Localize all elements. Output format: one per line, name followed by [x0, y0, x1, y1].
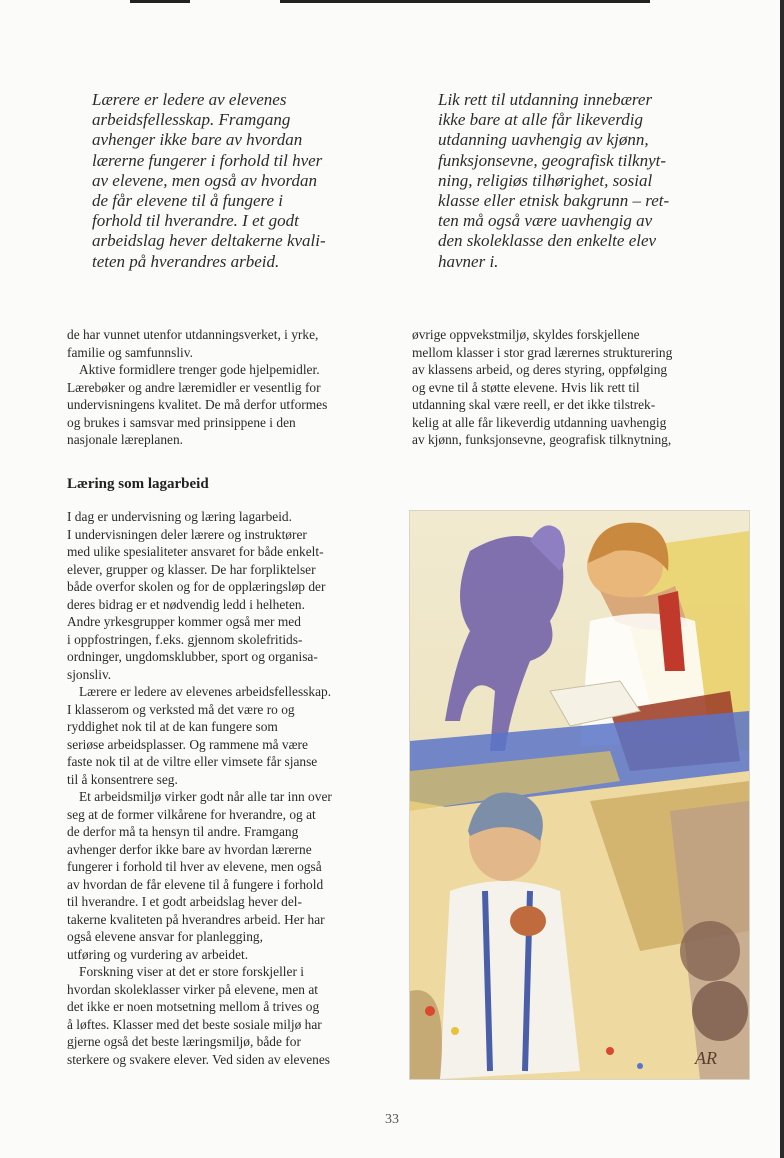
text-line: mellom klasser i stor grad lærernes strukturering: [412, 344, 673, 360]
text-line: Et arbeidsmiljø virker godt når alle tar inn over: [79, 789, 332, 804]
quote-line: de får elevene til å fungere i: [92, 191, 284, 211]
text-line: sterkere og svakere elever. Ved siden av elevenes: [67, 1051, 330, 1067]
text-line: seg at de former vilkårene for hverandre, og at: [67, 806, 316, 822]
text-line: I undervisningen deler lærere og instruktører: [67, 526, 307, 542]
text-line: kelig at alle får likeverdig utdanning uavhengig: [412, 414, 667, 430]
quote-line: klasse eller etnisk bakgrunn – ret-: [438, 191, 670, 211]
text-line: å løftes. Klasser med det beste sosiale miljø har: [67, 1016, 322, 1032]
painting-signature: AR: [695, 1048, 717, 1068]
text-line: Aktive formidlere trenger gode hjelpemidler.: [79, 362, 320, 377]
text-line: faste nok til at de viltre eller vimsete får sjanse: [67, 754, 318, 769]
text-line: de derfor må ta hensyn til andre. Framgang: [67, 824, 299, 839]
text-line: gjerne også det beste læringsmiljø, både for: [67, 1034, 301, 1049]
page-edge: [780, 0, 784, 1158]
quote-line: teten på hverandres arbeid.: [92, 251, 280, 271]
text-line: av klassens arbeid, og deres styring, oppfølging: [412, 362, 668, 377]
top-edge-bar: [130, 0, 650, 3]
quote-line: lærerne fungerer i forhold til hver: [92, 150, 323, 170]
text-line: til å konsentrere seg.: [67, 771, 178, 787]
page-number: 33: [385, 1112, 399, 1127]
text-line: sjonsliv.: [67, 666, 112, 682]
painting-artwork: [410, 511, 749, 1079]
text-line: og brukes i samsvar med prinsippene i den: [67, 414, 296, 430]
illustration-painting: [409, 510, 750, 1080]
text-line: utdanning skal være reell, er det ikke tilstrek-: [412, 397, 656, 412]
pull-quote-left: [92, 90, 382, 272]
column-1-main-text: [67, 508, 387, 1068]
text-line: ryddighet nok til at de kan fungere som: [67, 719, 278, 734]
pull-quote-right: [438, 90, 728, 272]
text-line: I dag er undervisning og læring lagarbeid.: [67, 509, 292, 524]
quote-line: havner i.: [438, 251, 499, 271]
quote-line: arbeidsfellesskap. Framgang: [92, 110, 291, 130]
text-line: takerne kvaliteten på hverandres arbeid. Her har: [67, 911, 325, 927]
text-line: Andre yrkesgrupper kommer også mer med: [67, 614, 301, 629]
quote-line: ning, religiøs tilhørighet, sosial: [438, 170, 653, 190]
quote-line: Lik rett til utdanning innebærer: [438, 90, 653, 109]
column-2-top-text: [412, 326, 732, 449]
text-line: både overfor skolen og for de opplæringsløp der: [67, 579, 326, 594]
section-heading: Læring som lagarbeid: [67, 476, 209, 492]
quote-line: funksjonsevne, geografisk tilknyt-: [438, 150, 667, 170]
text-line: familie og samfunnsliv.: [67, 344, 193, 360]
text-line: det ikke er noen motsetning mellom å trives og: [67, 999, 320, 1014]
text-line: de har vunnet utenfor utdanningsverket, i yrke,: [67, 327, 319, 342]
text-line: også elevene ansvar for planlegging,: [67, 929, 263, 944]
text-line: Lærere er ledere av elevenes arbeidsfellesskap.: [79, 684, 332, 699]
text-line: øvrige oppvekstmiljø, skyldes forskjellene: [412, 327, 640, 342]
column-1-top-text: [67, 326, 387, 449]
text-line: hvordan skoleklasser virker på elevene, men at: [67, 981, 318, 997]
quote-line: avhenger ikke bare av hvordan: [92, 130, 303, 150]
text-line: ordninger, ungdomsklubber, sport og organisa-: [67, 649, 318, 664]
text-line: elever, grupper og klasser. De har forpliktelser: [67, 561, 316, 577]
text-line: I klasserom og verksted må det være ro og: [67, 701, 295, 717]
quote-line: arbeidslag hever deltakerne kvali-: [92, 231, 326, 251]
text-line: deres bidrag er et nødvendig ledd i helheten.: [67, 596, 305, 612]
text-line: seriøse arbeidsplasser. Og rammene må være: [67, 736, 308, 752]
text-line: avhenger derfor ikke bare av hvordan lærerne: [67, 841, 312, 857]
text-line: av kjønn, funksjonsevne, geografisk tilknytning,: [412, 432, 672, 447]
text-line: og evne til å støtte elevene. Hvis lik rett til: [412, 379, 640, 395]
text-line: av hvordan de får elevene til å fungere i forhold: [67, 876, 324, 892]
quote-line: Lærere er ledere av elevenes: [92, 90, 287, 109]
quote-line: ikke bare at alle får likeverdig: [438, 110, 644, 130]
text-line: fungerer i forhold til hver av elevene, men også: [67, 859, 322, 874]
text-line: til hverandre. I et godt arbeidslag hever del-: [67, 894, 302, 909]
text-line: nasjonale læreplanen.: [67, 432, 184, 447]
quote-line: utdanning uavhengig av kjønn,: [438, 130, 649, 150]
quote-line: forhold til hverandre. I et godt: [92, 211, 299, 231]
text-line: med ulike spesialiteter ansvaret for både enkelt-: [67, 544, 324, 559]
text-line: utføring og vurdering av arbeidet.: [67, 946, 249, 962]
quote-line: av elevene, men også av hvordan: [92, 170, 318, 190]
text-line: undervisningens kvalitet. De må derfor utformes: [67, 397, 328, 412]
text-line: i oppfostringen, f.eks. gjennom skolefritids-: [67, 631, 303, 647]
text-line: Lærebøker og andre læremidler er vesentlig for: [67, 379, 321, 395]
text-line: Forskning viser at det er store forskjeller i: [79, 964, 304, 979]
quote-line: den skoleklasse den enkelte elev: [438, 231, 657, 251]
quote-line: ten må også være uavhengig av: [438, 211, 653, 231]
